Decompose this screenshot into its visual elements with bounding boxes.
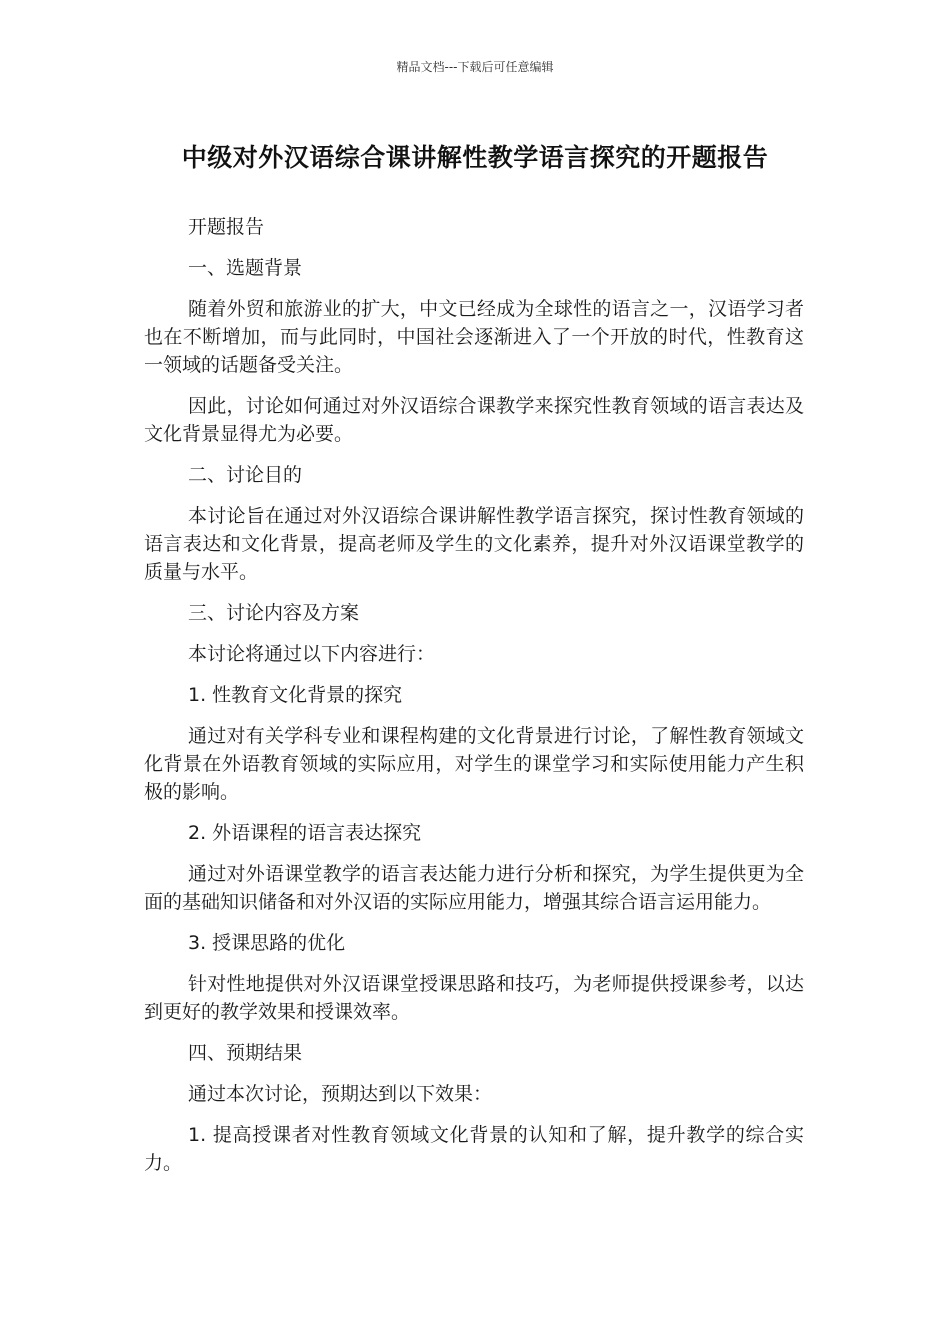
paragraph: 开题报告: [188, 216, 265, 238]
subsection-heading: 2. 外语课程的语言表达探究: [188, 822, 422, 844]
paragraph: 因此，讨论如何通过对外汉语综合课教学来探究性教育领域的语言表达及文化背景显得尤为必要。: [144, 395, 804, 445]
paragraph: 通过本次讨论，预期达到以下效果：: [188, 1083, 493, 1105]
section-heading: 一、选题背景: [188, 257, 303, 279]
section-heading: 四、预期结果: [188, 1042, 303, 1064]
document-body: [144, 213, 804, 1190]
paragraph: 1. 提高授课者对性教育领域文化背景的认知和了解，提升教学的综合实力。: [144, 1124, 804, 1174]
paragraph: 随着外贸和旅游业的扩大，中文已经成为全球性的语言之一，汉语学习者也在不断增加，而与此同时，中国社会逐渐进入了一个开放的时代，性教育这一领域的话题备受关注。: [144, 298, 804, 376]
header-note: 精品文档---下载后可任意编辑: [396, 60, 554, 74]
paragraph: 本讨论旨在通过对外汉语综合课讲解性教学语言探究，探讨性教育领域的语言表达和文化背景，提高老师及学生的文化素养，提升对外汉语课堂教学的质量与水平。: [144, 505, 804, 583]
paragraph: 通过对外语课堂教学的语言表达能力进行分析和探究，为学生提供更为全面的基础知识储备和对外汉语的实际应用能力，增强其综合语言运用能力。: [144, 863, 804, 913]
subsection-heading: 3. 授课思路的优化: [188, 932, 346, 954]
subsection-heading: 1. 性教育文化背景的探究: [188, 684, 403, 706]
paragraph: 本讨论将通过以下内容进行：: [188, 643, 436, 665]
paragraph: 针对性地提供对外汉语课堂授课思路和技巧，为老师提供授课参考，以达到更好的教学效果和授课效率。: [144, 973, 804, 1023]
section-heading: 三、讨论内容及方案: [188, 602, 360, 624]
section-heading: 二、讨论目的: [188, 464, 303, 486]
paragraph: 通过对有关学科专业和课程构建的文化背景进行讨论，了解性教育领域文化背景在外语教育领域的实际应用，对学生的课堂学习和实际使用能力产生积极的影响。: [144, 725, 804, 803]
document-title: 中级对外汉语综合课讲解性教学语言探究的开题报告: [181, 143, 769, 172]
